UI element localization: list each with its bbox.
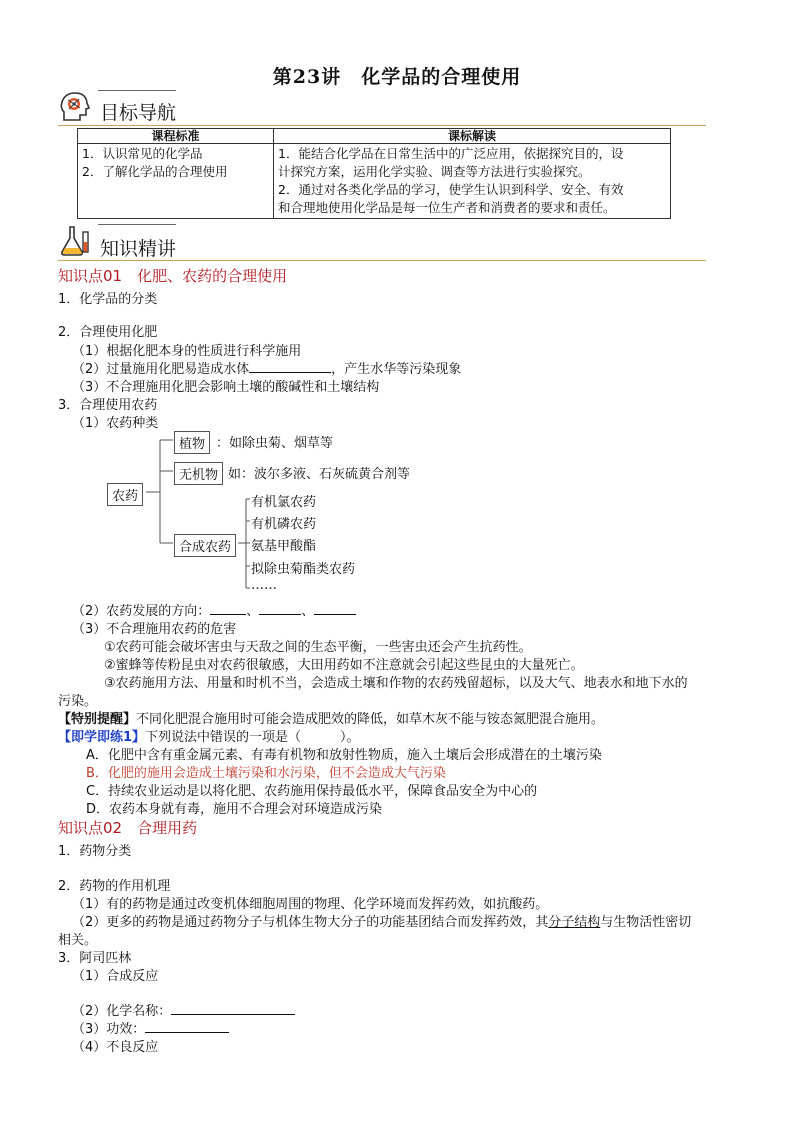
- harm-item-cont: 污染。: [58, 694, 98, 709]
- item-aspirin: 3．阿司匹林: [58, 951, 132, 966]
- sub-item-cont: 相关。: [58, 933, 98, 948]
- tree-leaf: ……: [251, 578, 277, 593]
- section-heading-knowledge: 知识精讲: [100, 238, 177, 260]
- sub-item-text: ，产生水华等污染现象: [331, 362, 462, 377]
- tip-text: 不同化肥混合施用时可能会造成肥效的降低，如草木灰不能与铵态氮肥混合施用。: [136, 712, 605, 727]
- harm-item: ②蜜蜂等传粉昆虫对农药很敏感，大田用药如不注意就会引起这些昆虫的大量死亡。: [104, 658, 584, 673]
- sub-item: （3）不合理施用农药的危害: [72, 622, 237, 637]
- fill-blank[interactable]: [314, 602, 356, 615]
- section-heading-goals: 目标导航: [100, 102, 177, 124]
- knowledge-point-heading: 知识点02 合理用药: [58, 819, 198, 837]
- fill-blank[interactable]: [259, 602, 301, 615]
- knowledge-point-heading: 知识点01 化肥、农药的合理使用: [58, 267, 288, 285]
- fill-blank[interactable]: [171, 1002, 295, 1015]
- sub-item: [72, 1018, 229, 1037]
- sub-item: （1）有的药物是通过改变机体细胞周围的物理、化学环境而发挥药效，如抗酸药。: [72, 897, 549, 912]
- separator: 、: [246, 604, 260, 619]
- tree-note: 如：波尔多液、石灰硫黄合剂等: [228, 467, 411, 482]
- harm-item: ①农药可能会破坏害虫与天敌之间的生态平衡，一些害虫还会产生抗药性。: [104, 640, 532, 655]
- tree-node: 植物: [174, 431, 210, 454]
- practice-text: 下列说法中错误的一项是（ ）。: [145, 730, 360, 745]
- practice-question: [58, 726, 360, 745]
- sub-item: （1）农药种类: [72, 416, 159, 431]
- special-tip: [58, 708, 604, 727]
- tree-note: ：如除虫菊、烟草等: [216, 436, 334, 451]
- sub-item: （1）根据化肥本身的性质进行科学施用: [72, 344, 302, 359]
- fill-blank[interactable]: [145, 1020, 229, 1033]
- tree-leaf: 有机磷农药: [251, 517, 317, 532]
- tree-root: 农药: [107, 483, 143, 506]
- sub-item-text: （2）农药发展的方向：: [72, 604, 211, 619]
- table-line: 2．了解化学品的合理使用: [82, 164, 228, 179]
- item-fertilizer: 2．合理使用化肥: [58, 325, 158, 340]
- item-mechanism: 2．药物的作用机理: [58, 879, 171, 894]
- sub-item: （3）不合理施用化肥会影响土壤的酸碱性和土壤结构: [72, 380, 380, 395]
- sub-item-text: （2）化学名称：: [72, 1004, 172, 1019]
- item-pesticide: 3．合理使用农药: [58, 398, 158, 413]
- tree-leaf: 拟除虫菊酯类农药: [251, 562, 356, 577]
- table-line: 和合理地使用化学品是每一位生产者和消费者的要求和责任。: [278, 200, 616, 215]
- tip-tag: 【特别提醒】: [58, 712, 137, 727]
- sub-item: [72, 600, 356, 619]
- sub-item: （4）不良反应: [72, 1040, 159, 1055]
- table-line: 1．能结合化学品在日常生活中的广泛应用，依据探究目的，设: [278, 146, 624, 161]
- separator: 、: [301, 604, 315, 619]
- practice-tag: 【即学即练1】: [58, 730, 146, 745]
- table-line: 2．通过对各类化学品的学习，使学生认识到科学、安全、有效: [278, 182, 624, 197]
- tree-leaf: 氨基甲酸酯: [251, 539, 317, 554]
- option-d[interactable]: D．农药本身就有毒，施用不合理会对环境造成污染: [86, 802, 383, 817]
- sub-item: [72, 1000, 295, 1019]
- sub-item-text: 与生物活性密切: [600, 915, 692, 930]
- tree-node: 合成农药: [174, 534, 236, 557]
- page-title: 第23讲 化学品的合理使用: [272, 66, 522, 88]
- underlined-term: 分子结构: [548, 915, 601, 930]
- option-a[interactable]: A．化肥中含有重金属元素、有毒有机物和放射性物质，施入土壤后会形成潜在的土壤污染: [86, 748, 602, 763]
- sub-item: （1）合成反应: [72, 969, 159, 984]
- harm-item: ③农药施用方法、用量和时机不当，会造成土壤和作物的农药残留超标，以及大气、地表水和地下水的: [104, 676, 688, 691]
- table-line: 计探究方案，运用化学实验、调查等方法进行实验探究。: [278, 164, 591, 179]
- sub-item-text: （2）更多的药物是通过药物分子与机体生物大分子的功能基团结合而发挥药效，其: [72, 915, 549, 930]
- item-drug-class: 1．药物分类: [58, 844, 132, 859]
- item-classification: 1．化学品的分类: [58, 292, 158, 307]
- option-c[interactable]: C．持续农业运动是以将化肥、农药施用保持最低水平，保障食品安全为中心的: [86, 784, 538, 799]
- sub-item: [72, 911, 691, 930]
- tree-leaf: 有机氯农药: [251, 495, 317, 510]
- sub-item-text: （3）功效：: [72, 1022, 146, 1037]
- table-header: 课程标准: [78, 129, 274, 144]
- sub-item-text: （2）过量施用化肥易造成水体: [72, 362, 250, 377]
- table-header: 课标解读: [274, 129, 671, 144]
- option-b[interactable]: B．化肥的施用会造成土壤污染和水污染，但不会造成大气污染: [86, 766, 446, 781]
- tree-node: 无机物: [174, 462, 223, 485]
- table-line: 1．认识常见的化学品: [82, 146, 203, 161]
- fill-blank[interactable]: [210, 602, 246, 615]
